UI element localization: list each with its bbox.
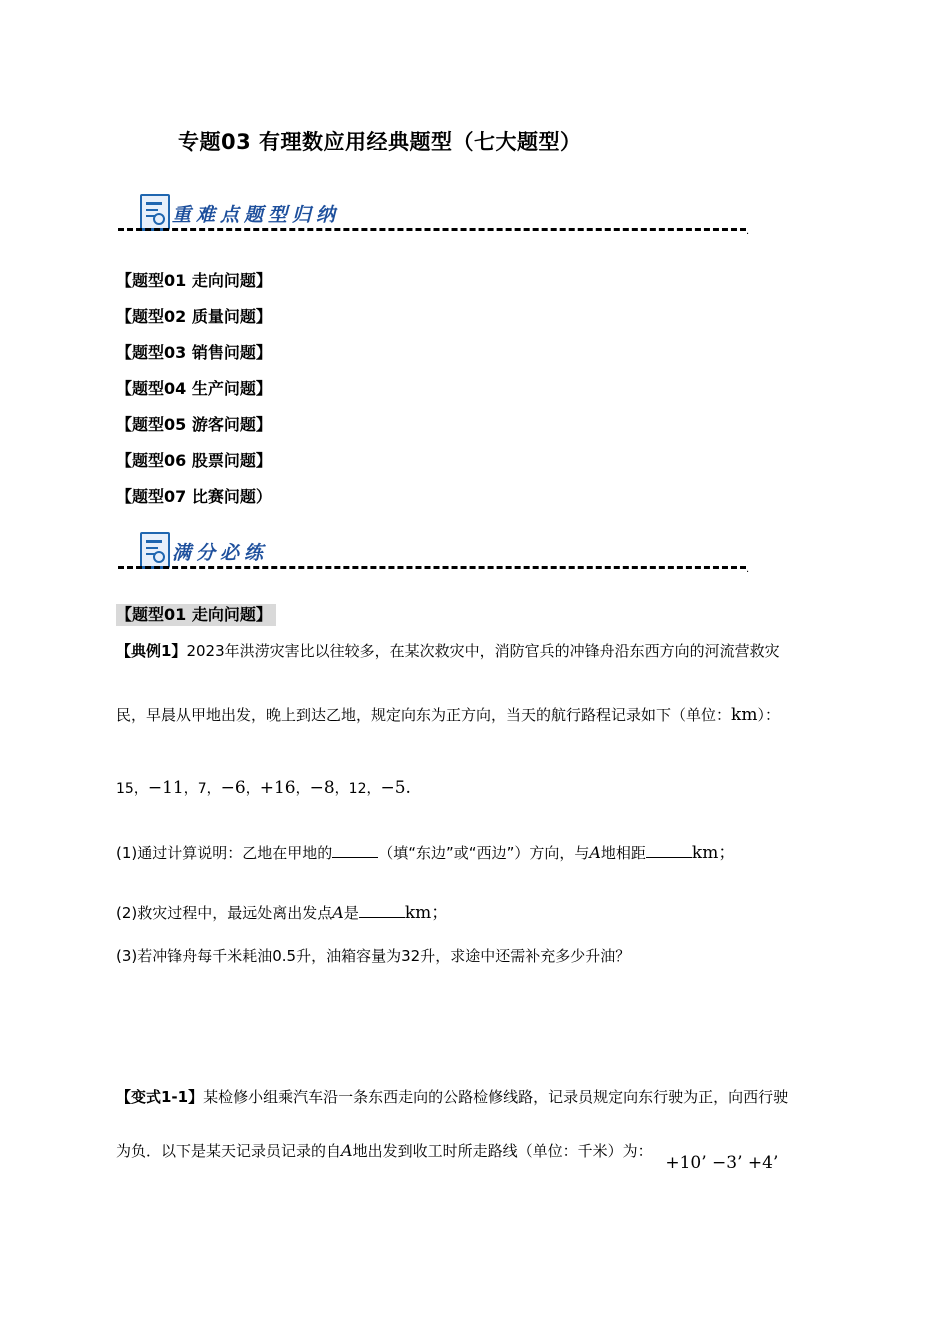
summary-banner: 重难点题型归纳 .	[118, 186, 758, 246]
example-label: 【典例1】	[116, 642, 187, 660]
summary-banner-title: 重难点题型归纳	[172, 204, 341, 226]
question-3: (3)若冲锋舟每千米耗油0.5升，油箱容量为32升，求途中还需补充多少升油？	[116, 947, 631, 965]
page-title: 专题03 有理数应用经典题型（七大题型）	[178, 130, 582, 154]
question-1: (1)通过计算说明：乙地在甲地的 （填“东边”或“西边”）方向，与A地相距 km；	[116, 843, 736, 863]
dashed-divider	[118, 566, 746, 569]
topic-item: 【题型03 销售问题】	[116, 343, 272, 362]
example1-line1: 【典例1】2023年洪涝灾害比以往较多，在某次救灾中，消防官兵的冲锋舟沿东西方向的河流营救灾	[116, 642, 780, 660]
document-icon	[140, 194, 170, 230]
topic-item: 【题型05 游客问题】	[116, 415, 272, 434]
topic-item: 【题型07 比赛问题）	[116, 487, 272, 506]
practice-banner-title: 满分必练	[172, 542, 269, 564]
section-heading: 【题型01 走向问题】	[116, 604, 276, 626]
question-2: (2)救灾过程中，最远处离出发点A是 km；	[116, 903, 449, 923]
example1-line2: 民，早晨从甲地出发，晚上到达乙地，规定向东为正方向，当天的航行路程记录如下（单位：km）：	[116, 705, 780, 725]
answer-blank[interactable]	[646, 843, 692, 858]
answer-blank[interactable]	[359, 903, 405, 918]
topic-item: 【题型06 股票问题】	[116, 451, 272, 470]
topic-item: 【题型01 走向问题】	[116, 271, 272, 290]
topic-item: 【题型02 质量问题】	[116, 307, 272, 326]
variant-label: 【变式1-1】	[116, 1088, 204, 1106]
variant1-line2: 为负．以下是某天记录员记录的自A地出发到收工时所走路线（单位：千米）为： +10’ −3’ +4’	[116, 1141, 779, 1173]
variant1-line1: 【变式1-1】某检修小组乘汽车沿一条东西走向的公路检修线路，记录员规定向东行驶为正，向西行驶	[116, 1088, 789, 1106]
topic-item: 【题型04 生产问题】	[116, 379, 272, 398]
dashed-divider	[118, 228, 746, 231]
answer-blank[interactable]	[332, 843, 378, 858]
document-icon	[140, 532, 170, 568]
topic-list	[116, 268, 272, 520]
practice-banner: 满分必练 .	[118, 524, 758, 584]
unit-km: km	[731, 705, 758, 725]
distance-sequence: 15，−11，7，−6，+16，−8，12，−5.	[116, 778, 411, 798]
variant-sequence: +10’ −3’ +4’	[665, 1153, 779, 1173]
